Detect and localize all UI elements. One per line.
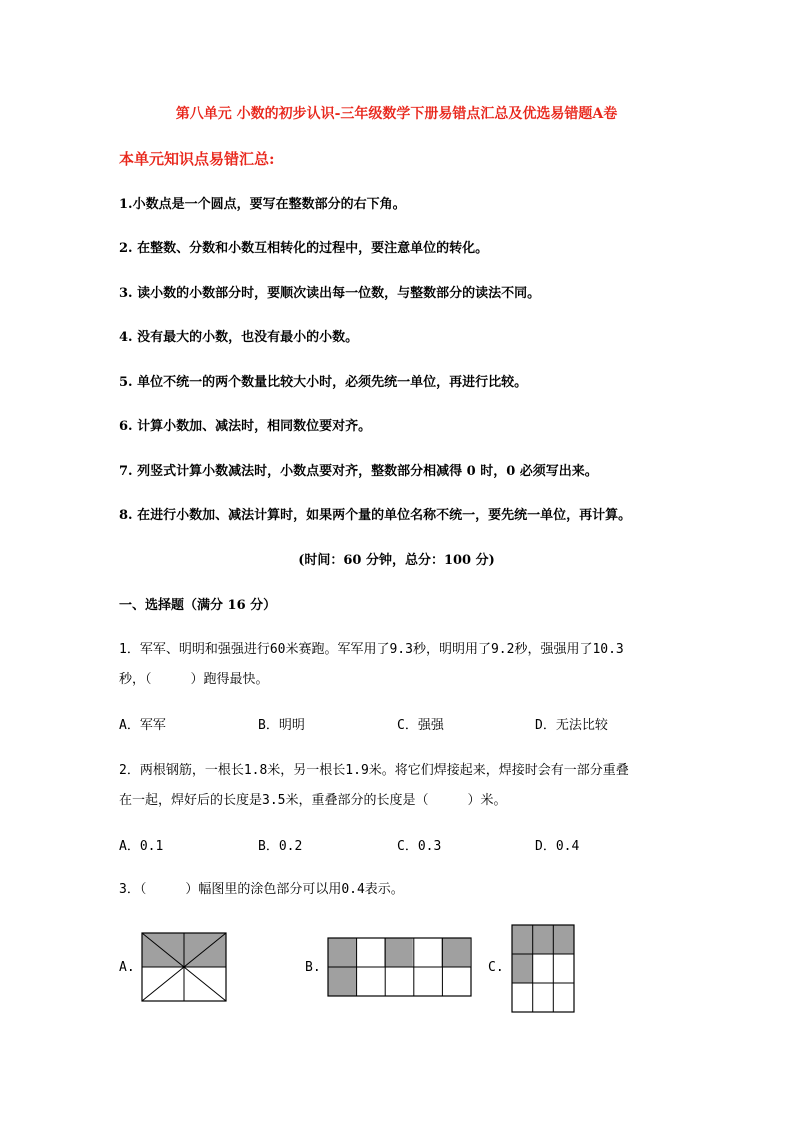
q2-option-a: A．0.1 — [119, 839, 164, 854]
question-1-line-1: 1．军军、明明和强强进行60米赛跑。军军用了9.3秒，明明用了9.2秒，强强用了10.3 — [119, 642, 624, 657]
point-6: 6. 计算小数加、减法时，相同数位要对齐。 — [119, 419, 372, 434]
q1-option-a: A．军军 — [119, 718, 166, 733]
q2-option-b: B．0.2 — [258, 839, 303, 854]
question-3-line-1: 3．（ ）幅图里的涂色部分可以用0.4表示。 — [119, 882, 404, 897]
q1-option-d: D．无法比较 — [535, 718, 608, 733]
part-one-heading: 一、选择题（满分 16 分） — [119, 598, 277, 613]
point-7: 7. 列竖式计算小数减法时，小数点要对齐，整数部分相减得 0 时，0 必须写出来。 — [119, 464, 598, 479]
point-1: 1.小数点是一个圆点，要写在整数部分的右下角。 — [119, 197, 406, 212]
point-5: 5. 单位不统一的两个数量比较大小时，必须先统一单位，再进行比较。 — [119, 375, 528, 390]
figure-c-label: C. — [488, 960, 504, 975]
q2-option-c: C．0.3 — [397, 839, 442, 854]
question-1-line-2: 秒，（ ）跑得最快。 — [119, 672, 269, 687]
point-8: 8. 在进行小数加、减法计算时，如果两个量的单位名称不统一，要先统一单位，再计算。 — [119, 508, 632, 523]
point-3: 3. 读小数的小数部分时，要顺次读出每一位数，与整数部分的读法不同。 — [119, 286, 541, 301]
figure-b-label: B. — [305, 960, 321, 975]
figure-b-grid — [327, 937, 472, 997]
figure-a-label: A. — [119, 960, 135, 975]
question-2-line-2: 在一起，焊好后的长度是3.5米，重叠部分的长度是（ ）米。 — [119, 793, 507, 808]
q1-option-b: B．明明 — [258, 718, 305, 733]
figure-a-square — [141, 932, 227, 1002]
point-4: 4. 没有最大的小数，也没有最小的小数。 — [119, 330, 359, 345]
page-title: 第八单元 小数的初步认识-三年级数学下册易错点汇总及优选易错题A卷 — [175, 106, 618, 122]
q1-option-c: C．强强 — [397, 718, 444, 733]
q2-option-d: D．0.4 — [535, 839, 580, 854]
figure-c-grid — [511, 924, 575, 1014]
time-info: (时间：60 分钟，总分：100 分) — [298, 553, 495, 568]
question-2-line-1: 2．两根钢筋，一根长1.8米，另一根长1.9米。将它们焊接起来，焊接时会有一部分重叠 — [119, 763, 629, 778]
point-2: 2. 在整数、分数和小数互相转化的过程中，要注意单位的转化。 — [119, 241, 489, 256]
section-heading: 本单元知识点易错汇总: — [119, 150, 275, 168]
